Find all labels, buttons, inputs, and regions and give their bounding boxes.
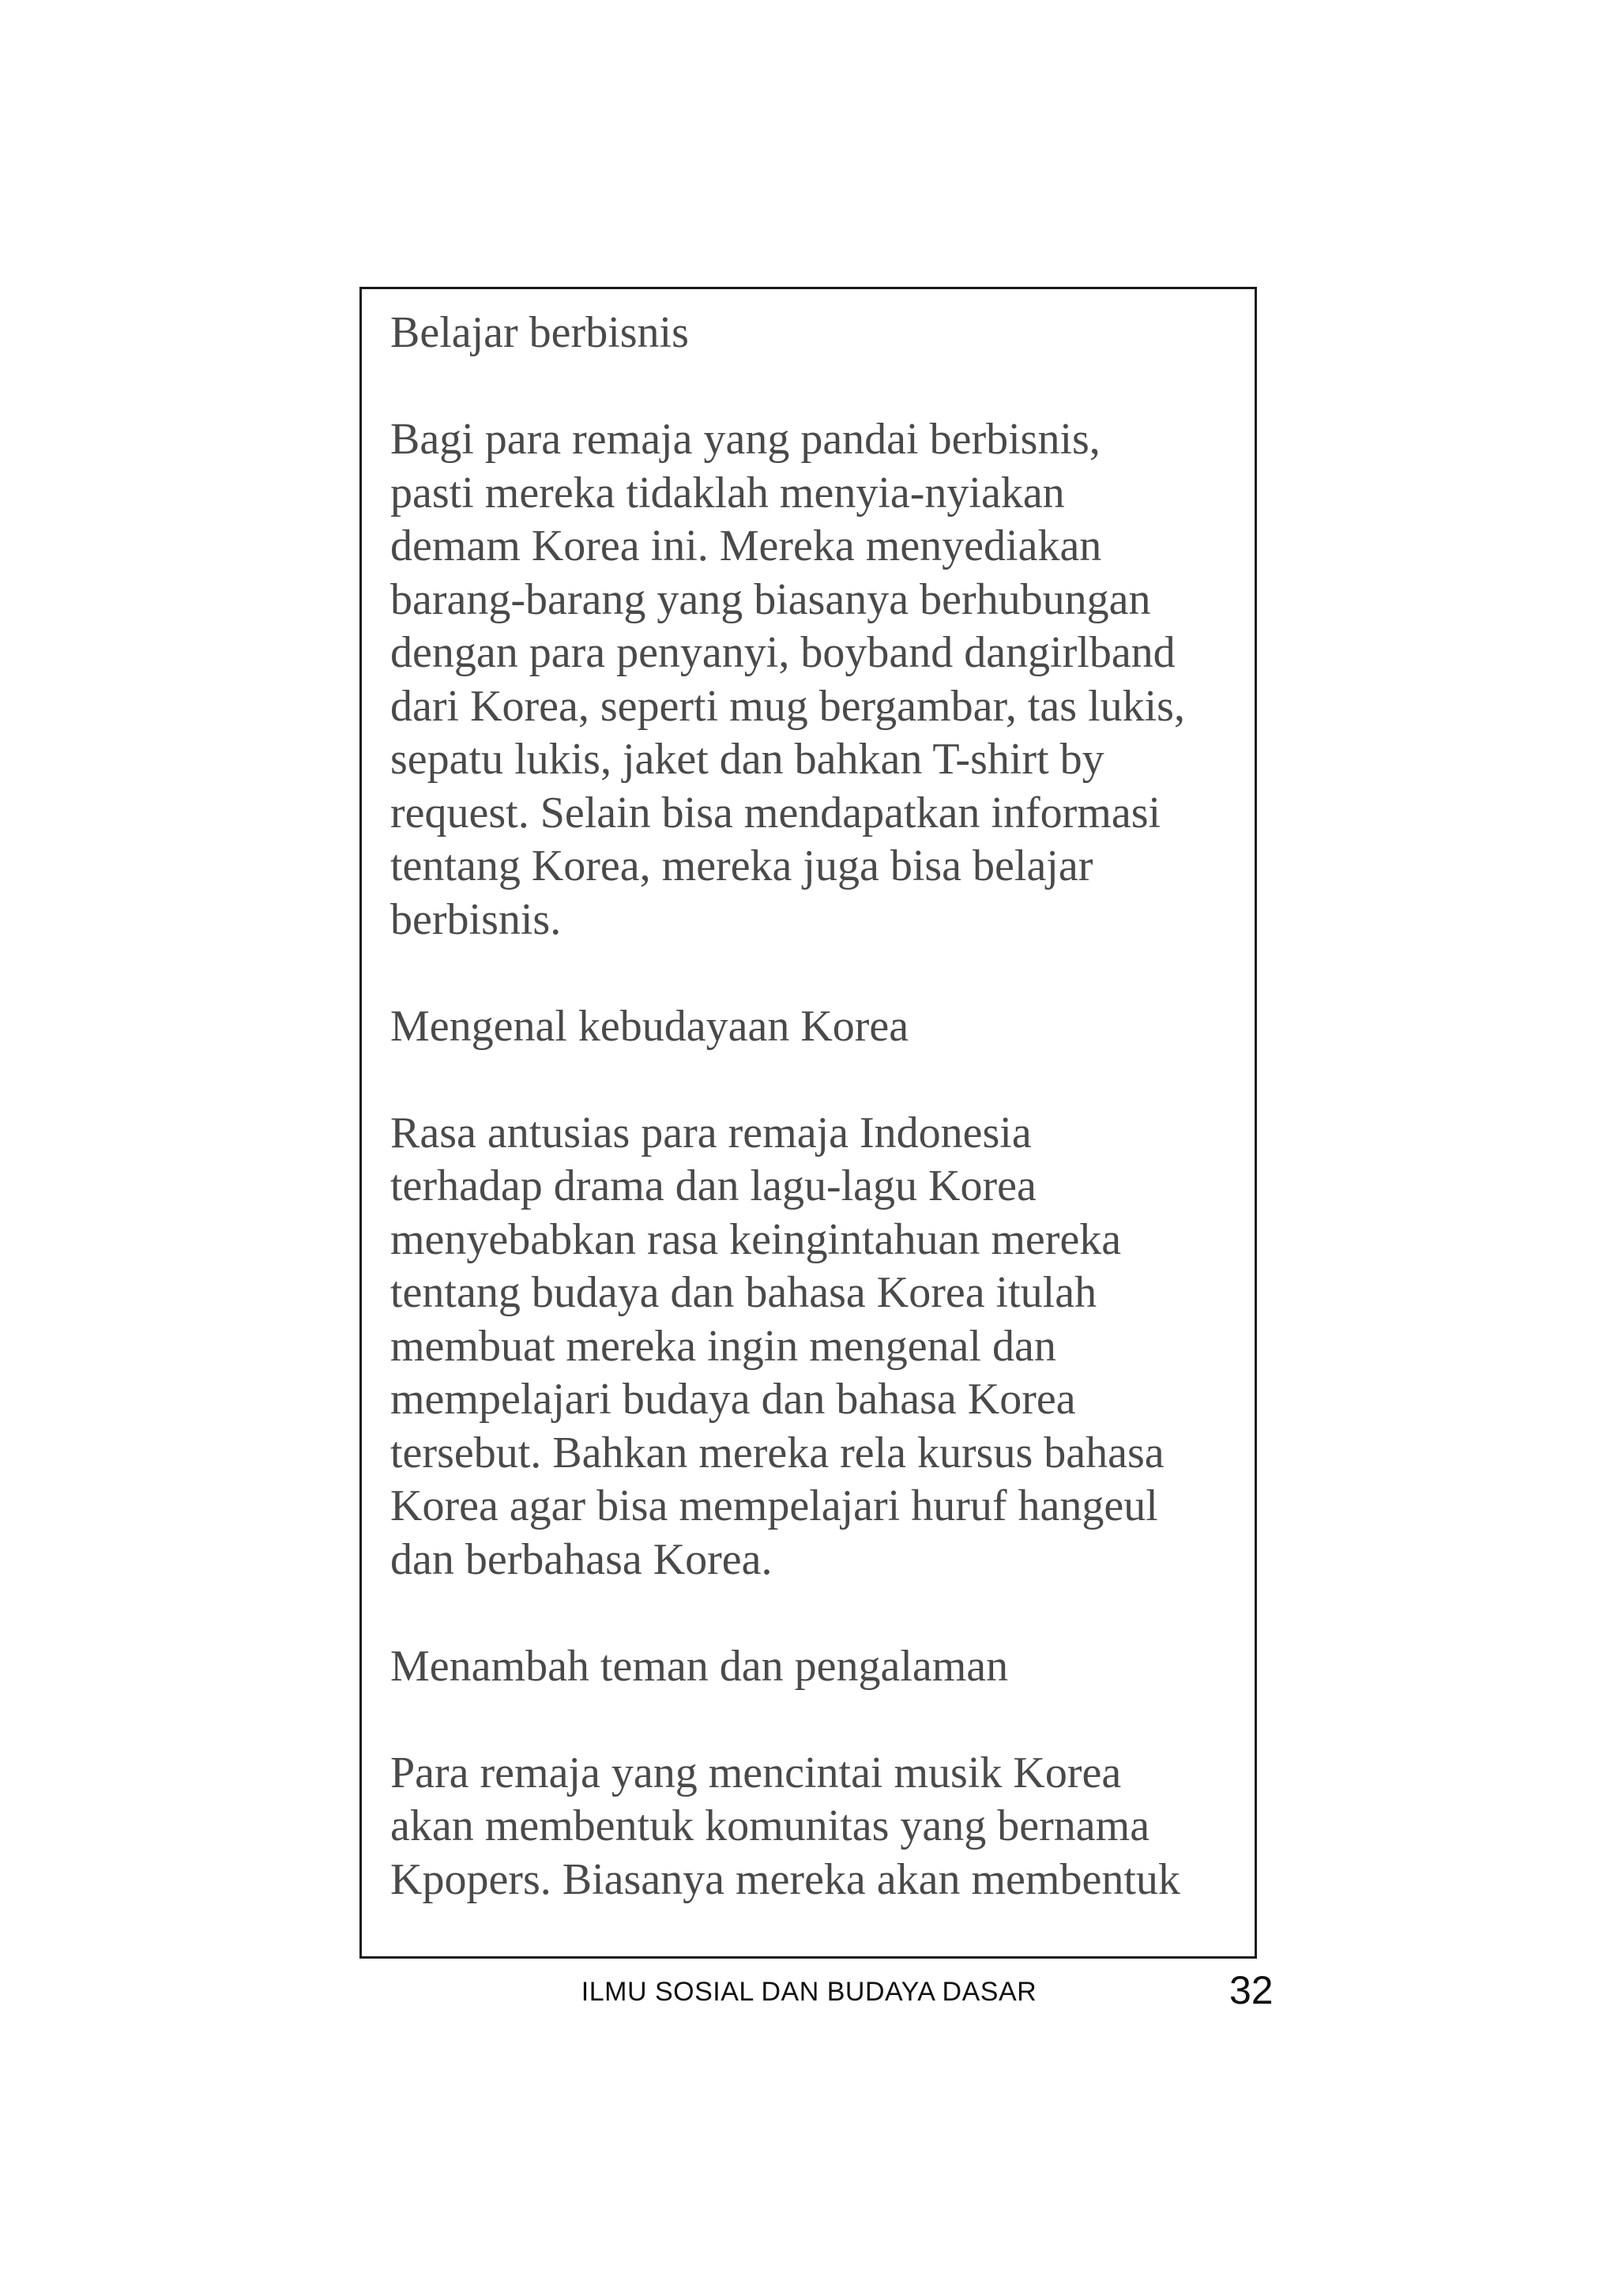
section-paragraph <box>390 1107 1226 1587</box>
paragraph-line: berbisnis. <box>390 894 562 944</box>
paragraph-line: Kpopers. Biasanya mereka akan membentuk <box>390 1854 1180 1904</box>
paragraph-line: dengan para penyanyi, boyband dangirlband <box>390 628 1176 677</box>
paragraph-line: request. Selain bisa mendapatkan informasi <box>390 788 1161 837</box>
paragraph-line: membuat mereka ingin mengenal dan <box>390 1321 1056 1371</box>
paragraph-line: tersebut. Bahkan mereka rela kursus bahasa <box>390 1428 1165 1477</box>
section-paragraph <box>390 413 1226 947</box>
paragraph-line: demam Korea ini. Mereka menyediakan <box>390 521 1102 570</box>
paragraph-line: sepatu lukis, jaket dan bahkan T-shirt by <box>390 735 1104 784</box>
paragraph-line: menyebabkan rasa keingintahuan mereka <box>390 1214 1122 1264</box>
paragraph-line: tentang Korea, mereka juga bisa belajar <box>390 841 1093 890</box>
paragraph-line: Rasa antusias para remaja Indonesia <box>390 1108 1032 1157</box>
paragraph-line: dan berbahasa Korea. <box>390 1534 773 1584</box>
section-heading: Mengenal kebudayaan Korea <box>390 1001 909 1051</box>
footer-book-title: ILMU SOSIAL DAN BUDAYA DASAR <box>581 1977 1037 2007</box>
bordered-text-box <box>359 287 1257 1959</box>
paragraph-line: akan membentuk komunitas yang bernama <box>390 1801 1150 1850</box>
paragraph-line: Korea agar bisa mempelajari huruf hangeul <box>390 1481 1158 1530</box>
paragraph-line: terhadap drama dan lagu-lagu Korea <box>390 1161 1037 1210</box>
paragraph-line: barang-barang yang biasanya berhubungan <box>390 574 1151 624</box>
paragraph-line: Bagi para remaja yang pandai berbisnis, <box>390 415 1101 464</box>
section-paragraph <box>390 1747 1226 1907</box>
paragraph-line: Para remaja yang mencintai musik Korea <box>390 1748 1122 1797</box>
paragraph-line: tentang budaya dan bahasa Korea itulah <box>390 1268 1097 1317</box>
paragraph-line: mempelajari budaya dan bahasa Korea <box>390 1375 1076 1424</box>
paragraph-line: pasti mereka tidaklah menyia-nyiakan <box>390 468 1065 518</box>
section-heading: Belajar berbisnis <box>390 308 689 357</box>
page-number: 32 <box>1229 1968 1274 2012</box>
paragraph-line: dari Korea, seperti mug bergambar, tas lukis, <box>390 681 1185 731</box>
section-heading: Menambah teman dan pengalaman <box>390 1641 1009 1691</box>
